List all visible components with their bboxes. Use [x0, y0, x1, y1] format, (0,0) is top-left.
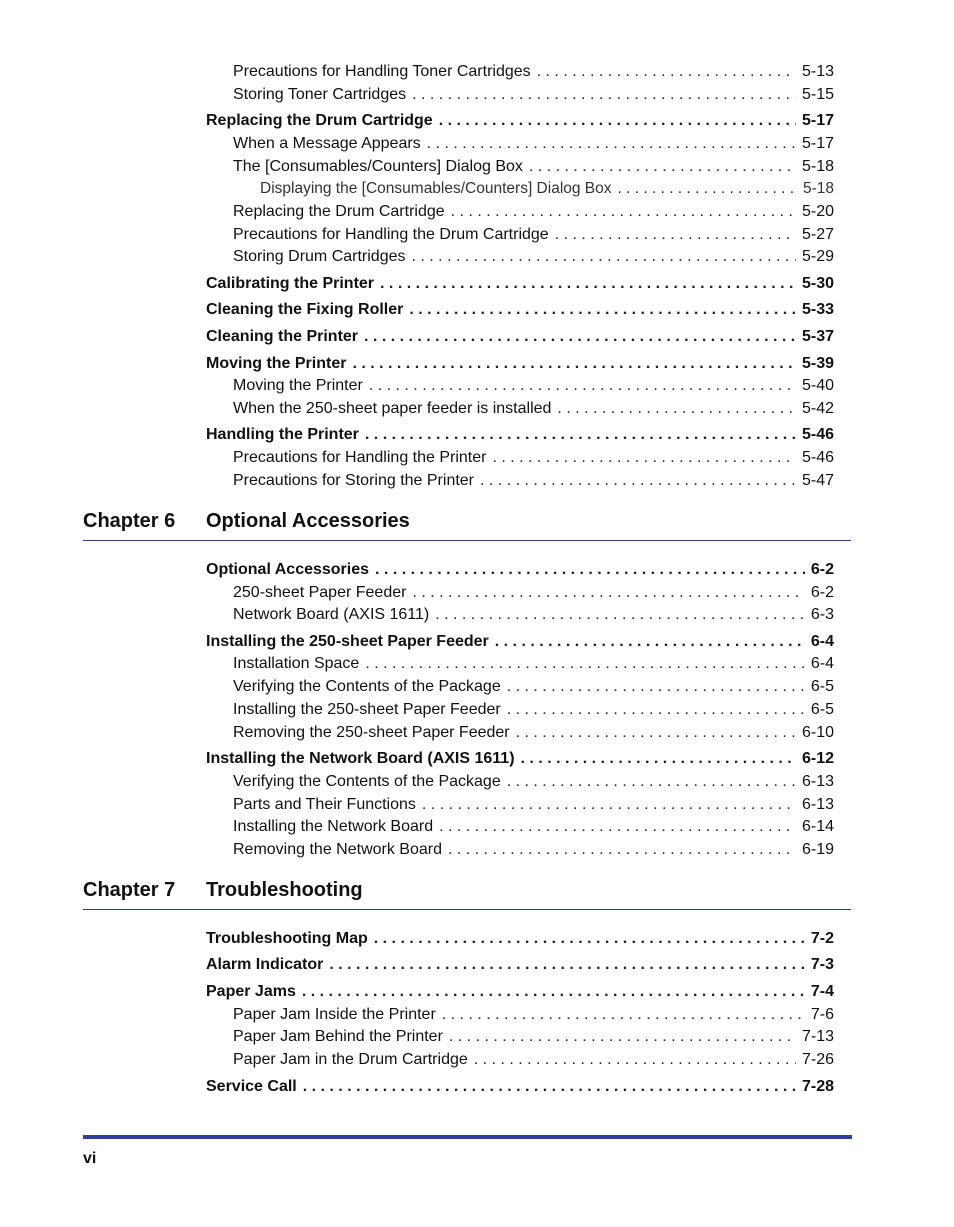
toc-subsection-entry[interactable]: [233, 158, 834, 178]
entry-page-number: 6-2: [810, 584, 834, 601]
toc-section-entry[interactable]: [206, 328, 834, 348]
dot-leader: [303, 1078, 796, 1096]
toc-subsection-entry[interactable]: [233, 63, 834, 83]
dot-leader: [449, 1028, 796, 1046]
dot-leader: [442, 1006, 805, 1024]
entry-title: Handling the Printer: [206, 426, 359, 443]
entry-page-number: 5-37: [801, 328, 834, 345]
entry-title: Installing the Network Board (AXIS 1611): [206, 750, 515, 767]
entry-title: Precautions for Handling the Drum Cartridge: [233, 226, 549, 243]
chapter-number: Chapter 7: [83, 879, 176, 901]
entry-title: Paper Jams: [206, 983, 296, 1000]
toc-section-entry[interactable]: [206, 633, 834, 653]
entry-title: Calibrating the Printer: [206, 275, 375, 292]
dot-leader: [365, 426, 796, 444]
entry-page-number: 6-19: [801, 841, 834, 858]
dot-leader: [451, 203, 796, 221]
entry-title: Paper Jam Behind the Printer: [233, 1028, 443, 1045]
toc-subsection-entry[interactable]: [233, 203, 834, 223]
entry-page-number: 7-26: [801, 1051, 834, 1068]
dot-leader: [507, 773, 796, 791]
chapter-6-heading: [83, 510, 851, 541]
toc-subsection-entry[interactable]: [233, 1006, 834, 1026]
toc-section-entry[interactable]: [206, 426, 834, 446]
dot-leader: [474, 1051, 796, 1069]
toc-subsection-entry[interactable]: [233, 1028, 834, 1048]
toc-section-entry[interactable]: [206, 956, 834, 976]
entry-page-number: 5-47: [801, 472, 834, 489]
entry-title: Cleaning the Printer: [206, 328, 359, 345]
toc-subsection-entry[interactable]: [233, 248, 834, 268]
entry-title: Installing the 250-sheet Paper Feeder: [233, 701, 501, 718]
dot-leader: [365, 655, 805, 673]
entry-title: Cleaning the Fixing Roller: [206, 301, 404, 318]
entry-title: Service Call: [206, 1078, 297, 1095]
footer-rule: [83, 1135, 852, 1139]
toc-subsubsection-entry[interactable]: [260, 180, 834, 200]
entry-title: Parts and Their Functions: [233, 796, 416, 813]
entry-page-number: 5-27: [801, 226, 834, 243]
toc-subsection-entry[interactable]: [233, 377, 834, 397]
dot-leader: [422, 796, 796, 814]
toc-subsection-entry[interactable]: [233, 606, 834, 626]
toc-section-entry[interactable]: [206, 750, 834, 770]
entry-page-number: 5-18: [802, 180, 834, 197]
toc-subsection-entry[interactable]: [233, 724, 834, 744]
entry-title: Paper Jam in the Drum Cartridge: [233, 1051, 468, 1068]
toc-subsection-entry[interactable]: [233, 584, 834, 604]
dot-leader: [507, 701, 805, 719]
entry-title: Installing the Network Board: [233, 818, 434, 835]
chapter-title: Optional Accessories: [206, 510, 410, 532]
entry-page-number: 6-10: [801, 724, 834, 741]
chapter-7-heading: [83, 879, 851, 910]
entry-title: Precautions for Handling the Printer: [233, 449, 487, 466]
entry-title: Storing Toner Cartridges: [233, 86, 407, 103]
toc-section-entry[interactable]: [206, 930, 834, 950]
dot-leader: [380, 275, 796, 293]
toc-subsection-entry[interactable]: [233, 226, 834, 246]
dot-leader: [435, 606, 805, 624]
toc-subsection-entry[interactable]: [233, 796, 834, 816]
entry-page-number: 6-5: [810, 701, 834, 718]
entry-title: Replacing the Drum Cartridge: [206, 112, 433, 129]
dot-leader: [516, 724, 796, 742]
entry-page-number: 5-13: [801, 63, 834, 80]
entry-page-number: 7-2: [810, 930, 834, 947]
dot-leader: [495, 633, 805, 651]
entry-title: Precautions for Storing the Printer: [233, 472, 475, 489]
entry-page-number: 6-3: [810, 606, 834, 623]
toc-subsection-entry[interactable]: [233, 86, 834, 106]
dot-leader: [537, 63, 796, 81]
entry-page-number: 5-42: [801, 400, 834, 417]
entry-title: Verifying the Contents of the Package: [233, 773, 501, 790]
entry-page-number: 7-13: [801, 1028, 834, 1045]
dot-leader: [374, 930, 805, 948]
entry-page-number: 5-40: [801, 377, 834, 394]
entry-page-number: 6-4: [810, 633, 834, 650]
chapter-number: Chapter 6: [83, 510, 176, 532]
dot-leader: [492, 449, 796, 467]
page-number: vi: [83, 1150, 97, 1167]
toc-subsection-entry[interactable]: [233, 818, 834, 838]
dot-leader: [409, 301, 796, 319]
dot-leader: [302, 983, 805, 1001]
entry-title: Troubleshooting Map: [206, 930, 368, 947]
toc-subsection-entry[interactable]: [233, 655, 834, 675]
dot-leader: [557, 400, 796, 418]
entry-title: Network Board (AXIS 1611): [233, 606, 430, 623]
dot-leader: [618, 180, 797, 198]
entry-page-number: 7-6: [810, 1006, 834, 1023]
entry-title: Replacing the Drum Cartridge: [233, 203, 445, 220]
entry-page-number: 5-39: [801, 355, 834, 372]
entry-title: 250-sheet Paper Feeder: [233, 584, 407, 601]
dot-leader: [480, 472, 796, 490]
dot-leader: [352, 355, 796, 373]
entry-title: Removing the Network Board: [233, 841, 442, 858]
dot-leader: [369, 377, 796, 395]
entry-page-number: 5-46: [801, 426, 834, 443]
entry-title: When the 250-sheet paper feeder is installed: [233, 400, 552, 417]
toc-subsection-entry[interactable]: [233, 841, 834, 861]
entry-page-number: 7-3: [810, 956, 834, 973]
toc-section-entry[interactable]: [206, 112, 834, 132]
toc-section-entry[interactable]: [206, 275, 834, 295]
toc-section-entry[interactable]: [206, 301, 834, 321]
dot-leader: [448, 841, 796, 859]
entry-page-number: 5-17: [801, 135, 834, 152]
entry-page-number: 5-15: [801, 86, 834, 103]
entry-title: Storing Drum Cartridges: [233, 248, 406, 265]
entry-title: Optional Accessories: [206, 561, 370, 578]
dot-leader: [427, 135, 796, 153]
entry-page-number: 6-12: [801, 750, 834, 767]
dot-leader: [412, 248, 796, 266]
toc-section-entry[interactable]: [206, 1078, 834, 1098]
entry-page-number: 6-2: [810, 561, 834, 578]
toc-subsection-entry[interactable]: [233, 773, 834, 793]
entry-title: The [Consumables/Counters] Dialog Box: [233, 158, 523, 175]
entry-page-number: 6-13: [801, 773, 834, 790]
entry-page-number: 6-14: [801, 818, 834, 835]
entry-page-number: 5-46: [801, 449, 834, 466]
dot-leader: [439, 818, 796, 836]
entry-title: Alarm Indicator: [206, 956, 324, 973]
entry-page-number: 5-29: [801, 248, 834, 265]
entry-title: Precautions for Handling Toner Cartridges: [233, 63, 531, 80]
entry-page-number: 6-13: [801, 796, 834, 813]
dot-leader: [375, 561, 805, 579]
toc-subsection-entry[interactable]: [233, 135, 834, 155]
entry-title: Displaying the [Consumables/Counters] Dialog Box: [260, 180, 612, 197]
entry-title: Removing the 250-sheet Paper Feeder: [233, 724, 510, 741]
dot-leader: [521, 750, 796, 768]
entry-page-number: 6-4: [810, 655, 834, 672]
dot-leader: [329, 956, 805, 974]
toc-section-entry[interactable]: [206, 355, 834, 375]
entry-page-number: 7-28: [801, 1078, 834, 1095]
dot-leader: [507, 678, 805, 696]
entry-title: Paper Jam Inside the Printer: [233, 1006, 436, 1023]
entry-page-number: 5-33: [801, 301, 834, 318]
dot-leader: [364, 328, 796, 346]
toc-subsection-entry[interactable]: [233, 1051, 834, 1071]
entry-title: Installing the 250-sheet Paper Feeder: [206, 633, 489, 650]
toc-subsection-entry[interactable]: [233, 678, 834, 698]
toc-subsection-entry[interactable]: [233, 400, 834, 420]
entry-page-number: 5-18: [801, 158, 834, 175]
entry-page-number: 5-20: [801, 203, 834, 220]
dot-leader: [412, 86, 796, 104]
dot-leader: [412, 584, 804, 602]
dot-leader: [439, 112, 796, 130]
entry-title: When a Message Appears: [233, 135, 421, 152]
entry-page-number: 7-4: [810, 983, 834, 1000]
toc-section-entry[interactable]: [206, 983, 834, 1003]
toc-section-entry[interactable]: [206, 561, 834, 581]
entry-page-number: 5-17: [801, 112, 834, 129]
entry-page-number: 5-30: [801, 275, 834, 292]
entry-title: Installation Space: [233, 655, 360, 672]
toc-subsection-entry[interactable]: [233, 449, 834, 469]
entry-title: Verifying the Contents of the Package: [233, 678, 501, 695]
entry-title: Moving the Printer: [206, 355, 347, 372]
entry-page-number: 6-5: [810, 678, 834, 695]
toc-subsection-entry[interactable]: [233, 701, 834, 721]
entry-title: Moving the Printer: [233, 377, 363, 394]
dot-leader: [529, 158, 796, 176]
chapter-title: Troubleshooting: [206, 879, 363, 901]
toc-subsection-entry[interactable]: [233, 472, 834, 492]
dot-leader: [555, 226, 796, 244]
